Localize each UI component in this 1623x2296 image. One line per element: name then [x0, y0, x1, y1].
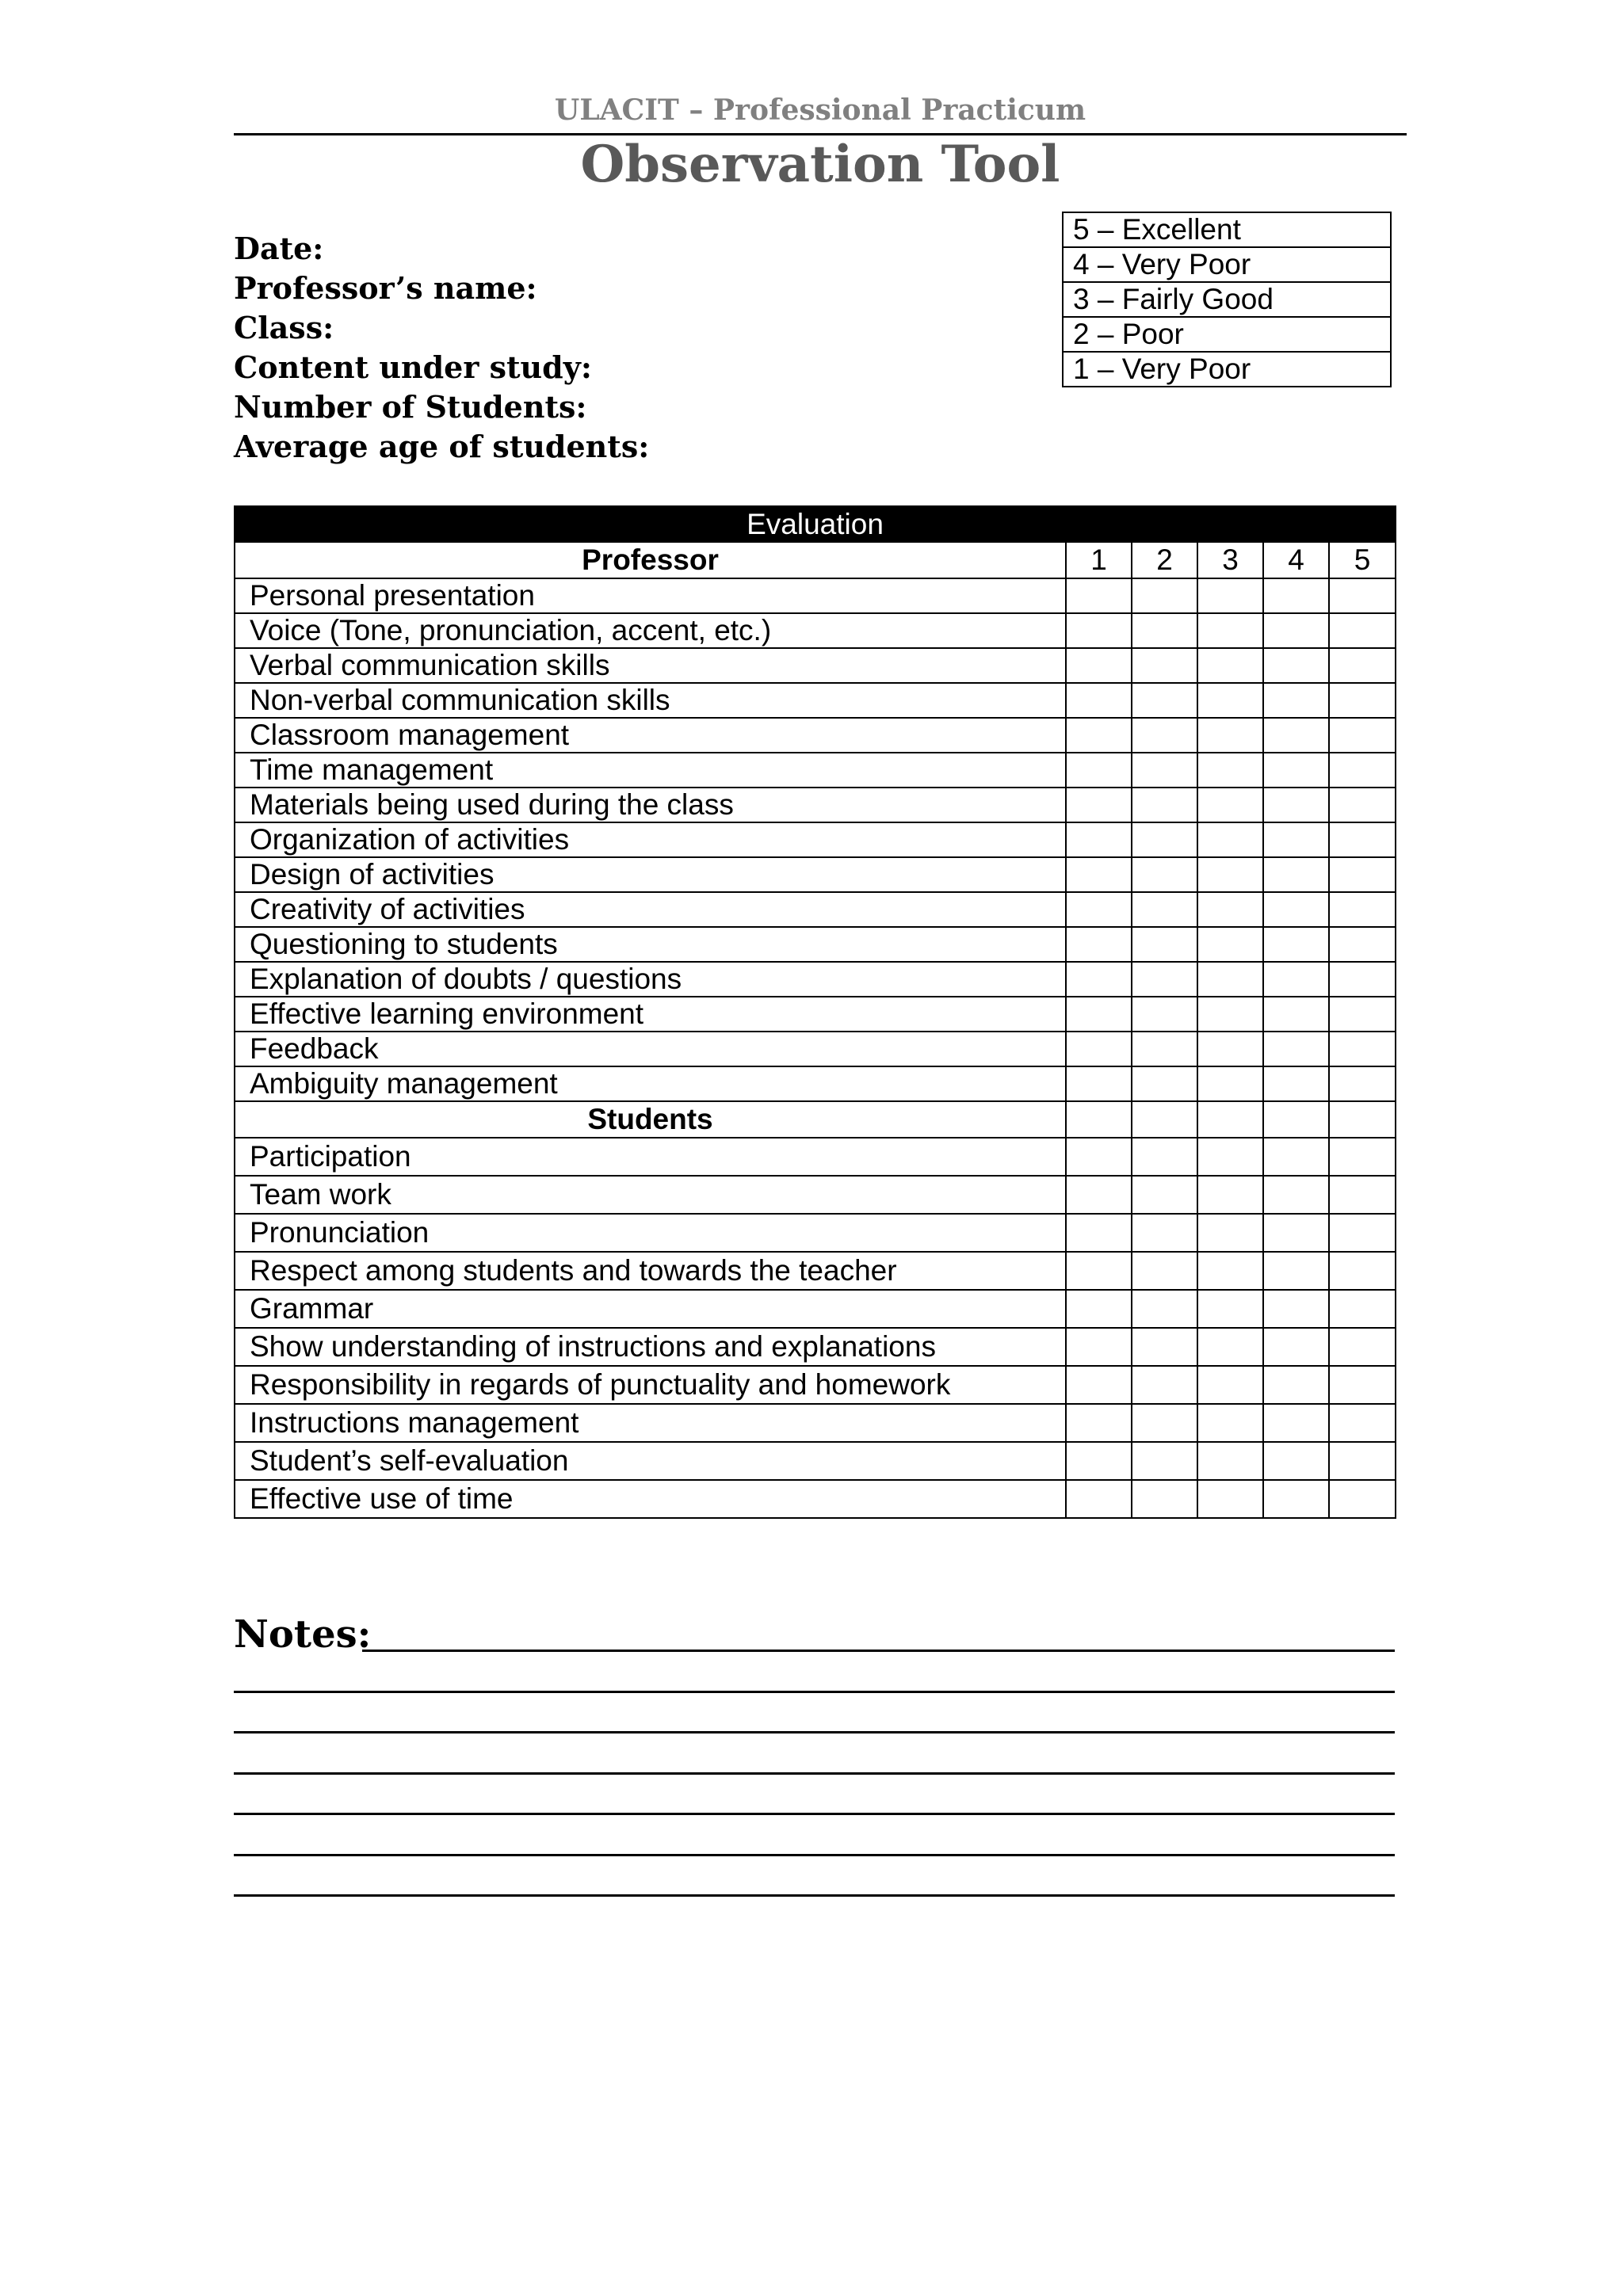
rating-cell-4[interactable]: [1263, 1480, 1329, 1518]
rating-cell-1[interactable]: [1066, 613, 1132, 648]
rating-cell-4[interactable]: [1263, 857, 1329, 892]
professor-section: [235, 542, 1396, 1101]
rating-cell-3[interactable]: [1197, 1032, 1263, 1066]
rating-cell-2[interactable]: [1132, 1032, 1197, 1066]
date-field[interactable]: Date:: [234, 231, 324, 266]
criterion-label: Non-verbal communication skills: [235, 683, 1066, 718]
rating-cell-2[interactable]: [1132, 648, 1197, 683]
rating-cell-1[interactable]: [1066, 788, 1132, 822]
rating-cell-3[interactable]: [1197, 1404, 1263, 1442]
rating-cell-5[interactable]: [1329, 1138, 1396, 1176]
rating-cell-3[interactable]: [1197, 1290, 1263, 1328]
professor-section-label: Professor: [235, 542, 1066, 578]
criterion-label: Student’s self-evaluation: [235, 1442, 1066, 1480]
students-section: [235, 1101, 1396, 1518]
rating-cell-3[interactable]: [1197, 1138, 1263, 1176]
rating-cell-2[interactable]: [1132, 718, 1197, 753]
rating-cell-3[interactable]: [1197, 1480, 1263, 1518]
rating-cell-4[interactable]: [1263, 1066, 1329, 1101]
table-row: [235, 1480, 1396, 1518]
table-row: [235, 578, 1396, 613]
rating-cell-5[interactable]: [1329, 997, 1396, 1032]
criterion-label: Participation: [235, 1138, 1066, 1176]
rating-cell-2[interactable]: [1132, 857, 1197, 892]
rating-cell-1[interactable]: [1066, 1138, 1132, 1176]
rating-cell-5[interactable]: [1329, 578, 1396, 613]
rating-cell-1[interactable]: [1066, 683, 1132, 718]
criterion-label: Feedback: [235, 1032, 1066, 1066]
legend-item: 4 – Very Poor: [1063, 247, 1391, 282]
rating-cell-5[interactable]: [1329, 962, 1396, 997]
rating-cell-1[interactable]: [1066, 822, 1132, 857]
rating-cell-2[interactable]: [1132, 1328, 1197, 1366]
rating-cell: [1197, 1101, 1263, 1138]
rating-cell-2[interactable]: [1132, 1066, 1197, 1101]
rating-cell-2[interactable]: [1132, 1404, 1197, 1442]
rating-cell-5[interactable]: [1329, 613, 1396, 648]
rating-cell-4[interactable]: [1263, 822, 1329, 857]
rating-cell-5[interactable]: [1329, 1032, 1396, 1066]
legend-item: 1 – Very Poor: [1063, 352, 1391, 387]
criterion-label: Effective learning environment: [235, 997, 1066, 1032]
rating-cell-1[interactable]: [1066, 1252, 1132, 1290]
rating-cell-2[interactable]: [1132, 1252, 1197, 1290]
criterion-label: Materials being used during the class: [235, 788, 1066, 822]
info-fields: [234, 229, 649, 467]
rating-cell-3[interactable]: [1197, 613, 1263, 648]
table-row: [235, 1290, 1396, 1328]
table-row: [235, 1032, 1396, 1066]
rating-legend: [1062, 212, 1392, 387]
evaluation-table: [234, 505, 1396, 1519]
criterion-label: Organization of activities: [235, 822, 1066, 857]
rating-cell-1[interactable]: [1066, 1032, 1132, 1066]
rating-cell-1[interactable]: [1066, 892, 1132, 927]
table-row: [235, 613, 1396, 648]
rating-cell-5[interactable]: [1329, 1404, 1396, 1442]
students-section-label: Students: [235, 1101, 1066, 1138]
evaluation-header: Evaluation: [235, 506, 1396, 542]
rating-cell-3[interactable]: [1197, 857, 1263, 892]
rating-cell-2[interactable]: [1132, 1214, 1197, 1252]
notes-line[interactable]: [234, 1772, 1395, 1775]
rating-cell-5[interactable]: [1329, 1442, 1396, 1480]
rating-cell-1[interactable]: [1066, 1214, 1132, 1252]
content-under-study-field[interactable]: Content under study:: [234, 349, 592, 385]
criterion-label: Grammar: [235, 1290, 1066, 1328]
rating-cell-4[interactable]: [1263, 753, 1329, 788]
criterion-label: Questioning to students: [235, 927, 1066, 962]
rating-cell-3[interactable]: [1197, 822, 1263, 857]
rating-cell-5[interactable]: [1329, 892, 1396, 927]
criterion-label: Verbal communication skills: [235, 648, 1066, 683]
rating-cell-5[interactable]: [1329, 648, 1396, 683]
rating-cell-2[interactable]: [1132, 962, 1197, 997]
scale-header-5: 5: [1329, 542, 1396, 578]
rating-cell-4[interactable]: [1263, 1404, 1329, 1442]
rating-cell-2[interactable]: [1132, 1366, 1197, 1404]
table-row: [235, 1138, 1396, 1176]
rating-cell-5[interactable]: [1329, 822, 1396, 857]
rating-cell-3[interactable]: [1197, 997, 1263, 1032]
rating-cell-2[interactable]: [1132, 613, 1197, 648]
rating-cell-2[interactable]: [1132, 1176, 1197, 1214]
notes-line[interactable]: [234, 1854, 1395, 1856]
rating-cell-1[interactable]: [1066, 1066, 1132, 1101]
rating-cell-5[interactable]: [1329, 1252, 1396, 1290]
legend-item: 3 – Fairly Good: [1063, 282, 1391, 317]
rating-cell-3[interactable]: [1197, 1366, 1263, 1404]
rating-cell-3[interactable]: [1197, 1252, 1263, 1290]
rating-cell-4[interactable]: [1263, 1032, 1329, 1066]
header-subtitle: ULACIT – Professional Practicum: [554, 93, 1086, 127]
rating-cell-4[interactable]: [1263, 613, 1329, 648]
rating-cell-1[interactable]: [1066, 997, 1132, 1032]
rating-cell-3[interactable]: [1197, 1066, 1263, 1101]
rating-cell-1[interactable]: [1066, 1366, 1132, 1404]
table-row: [235, 892, 1396, 927]
rating-cell-4[interactable]: [1263, 927, 1329, 962]
criterion-label: Creativity of activities: [235, 892, 1066, 927]
table-row: [235, 1176, 1396, 1214]
rating-cell-3[interactable]: [1197, 683, 1263, 718]
rating-cell-1[interactable]: [1066, 1404, 1132, 1442]
rating-cell-1[interactable]: [1066, 718, 1132, 753]
rating-cell-1[interactable]: [1066, 753, 1132, 788]
criterion-label: Voice (Tone, pronunciation, accent, etc.): [235, 613, 1066, 648]
rating-cell-2[interactable]: [1132, 753, 1197, 788]
rating-cell: [1132, 1101, 1197, 1138]
rating-cell-4[interactable]: [1263, 578, 1329, 613]
rating-cell-3[interactable]: [1197, 1328, 1263, 1366]
rating-cell-1[interactable]: [1066, 1290, 1132, 1328]
notes-label: Notes:: [234, 1612, 372, 1657]
rating-cell-3[interactable]: [1197, 648, 1263, 683]
rating-cell-5[interactable]: [1329, 753, 1396, 788]
rating-cell-2[interactable]: [1132, 892, 1197, 927]
scale-header-3: 3: [1197, 542, 1263, 578]
rating-cell-4[interactable]: [1263, 788, 1329, 822]
rating-cell-4[interactable]: [1263, 1442, 1329, 1480]
rating-cell-2[interactable]: [1132, 997, 1197, 1032]
table-row: [235, 997, 1396, 1032]
table-row: [235, 718, 1396, 753]
class-field[interactable]: Class:: [234, 310, 334, 345]
table-row: [235, 822, 1396, 857]
legend-item: 5 – Excellent: [1063, 212, 1391, 247]
rating-cell-2[interactable]: [1132, 1290, 1197, 1328]
table-row: [235, 683, 1396, 718]
rating-cell-5[interactable]: [1329, 1480, 1396, 1518]
number-of-students-field[interactable]: Number of Students:: [234, 389, 587, 425]
rating-cell-1[interactable]: [1066, 1176, 1132, 1214]
rating-cell-1[interactable]: [1066, 962, 1132, 997]
rating-cell-2[interactable]: [1132, 927, 1197, 962]
rating-cell-2[interactable]: [1132, 578, 1197, 613]
rating-cell-5[interactable]: [1329, 683, 1396, 718]
rating-cell-4[interactable]: [1263, 1366, 1329, 1404]
rating-cell: [1263, 1101, 1329, 1138]
notes-line[interactable]: [234, 1813, 1395, 1815]
table-row: [235, 962, 1396, 997]
table-row: [235, 1328, 1396, 1366]
page-title: Observation Tool: [580, 135, 1060, 194]
table-row: [235, 788, 1396, 822]
scale-header-4: 4: [1263, 542, 1329, 578]
rating-cell-4[interactable]: [1263, 962, 1329, 997]
rating-cell-1[interactable]: [1066, 1442, 1132, 1480]
criterion-label: Instructions management: [235, 1404, 1066, 1442]
table-row: [235, 1066, 1396, 1101]
rating-cell-4[interactable]: [1263, 683, 1329, 718]
criterion-label: Design of activities: [235, 857, 1066, 892]
rating-cell-5[interactable]: [1329, 788, 1396, 822]
professor-section-header: [235, 542, 1396, 578]
rating-cell-3[interactable]: [1197, 1214, 1263, 1252]
rating-cell-1[interactable]: [1066, 578, 1132, 613]
notes-line[interactable]: [234, 1691, 1395, 1693]
table-row: [235, 753, 1396, 788]
scale-header-2: 2: [1132, 542, 1197, 578]
rating-cell-4[interactable]: [1263, 1176, 1329, 1214]
rating-cell: [1066, 1101, 1132, 1138]
rating-cell-1[interactable]: [1066, 857, 1132, 892]
criterion-label: Team work: [235, 1176, 1066, 1214]
criterion-label: Show understanding of instructions and explanations: [235, 1328, 1066, 1366]
notes-line[interactable]: [362, 1650, 1395, 1652]
criterion-label: Personal presentation: [235, 578, 1066, 613]
rating-cell-2[interactable]: [1132, 1480, 1197, 1518]
rating-cell-5[interactable]: [1329, 1366, 1396, 1404]
criterion-label: Pronunciation: [235, 1214, 1066, 1252]
table-row: [235, 857, 1396, 892]
rating-cell-4[interactable]: [1263, 648, 1329, 683]
criterion-label: Classroom management: [235, 718, 1066, 753]
rating-cell-2[interactable]: [1132, 683, 1197, 718]
notes-line[interactable]: [234, 1731, 1395, 1733]
rating-cell-4[interactable]: [1263, 1328, 1329, 1366]
criterion-label: Effective use of time: [235, 1480, 1066, 1518]
rating-cell-3[interactable]: [1197, 962, 1263, 997]
rating-cell-1[interactable]: [1066, 1480, 1132, 1518]
criterion-label: Responsibility in regards of punctuality and homework: [235, 1366, 1066, 1404]
rating-cell-5[interactable]: [1329, 1176, 1396, 1214]
rating-cell-5[interactable]: [1329, 1290, 1396, 1328]
criterion-label: Ambiguity management: [235, 1066, 1066, 1101]
rating-cell-3[interactable]: [1197, 718, 1263, 753]
rating-cell-4[interactable]: [1263, 718, 1329, 753]
rating-cell-5[interactable]: [1329, 857, 1396, 892]
rating-cell-5[interactable]: [1329, 1328, 1396, 1366]
rating-cell-3[interactable]: [1197, 927, 1263, 962]
rating-cell-5[interactable]: [1329, 1214, 1396, 1252]
table-row: [235, 1366, 1396, 1404]
notes-line[interactable]: [234, 1894, 1395, 1897]
rating-cell-4[interactable]: [1263, 997, 1329, 1032]
criterion-label: Explanation of doubts / questions: [235, 962, 1066, 997]
rating-cell-3[interactable]: [1197, 892, 1263, 927]
rating-cell-5[interactable]: [1329, 718, 1396, 753]
table-row: [235, 1442, 1396, 1480]
average-age-field[interactable]: Average age of students:: [234, 429, 650, 464]
rating-cell-3[interactable]: [1197, 578, 1263, 613]
rating-cell-3[interactable]: [1197, 1176, 1263, 1214]
rating-cell-4[interactable]: [1263, 892, 1329, 927]
rating-cell-4[interactable]: [1263, 1138, 1329, 1176]
rating-cell-3[interactable]: [1197, 753, 1263, 788]
table-row: [235, 927, 1396, 962]
rating-cell-2[interactable]: [1132, 1138, 1197, 1176]
rating-cell-2[interactable]: [1132, 788, 1197, 822]
criterion-label: Time management: [235, 753, 1066, 788]
criterion-label: Respect among students and towards the teacher: [235, 1252, 1066, 1290]
rating-cell-4[interactable]: [1263, 1290, 1329, 1328]
rating-cell-2[interactable]: [1132, 822, 1197, 857]
rating-cell: [1329, 1101, 1396, 1138]
rating-cell-4[interactable]: [1263, 1252, 1329, 1290]
rating-cell-2[interactable]: [1132, 1442, 1197, 1480]
rating-cell-3[interactable]: [1197, 1442, 1263, 1480]
students-section-header: [235, 1101, 1396, 1138]
rating-cell-4[interactable]: [1263, 1214, 1329, 1252]
professor-name-field[interactable]: Professor’s name:: [234, 270, 537, 306]
table-row: [235, 648, 1396, 683]
legend-item: 2 – Poor: [1063, 317, 1391, 352]
rating-cell-5[interactable]: [1329, 927, 1396, 962]
rating-cell-1[interactable]: [1066, 927, 1132, 962]
scale-header-1: 1: [1066, 542, 1132, 578]
table-row: [235, 1214, 1396, 1252]
rating-cell-1[interactable]: [1066, 648, 1132, 683]
table-row: [235, 1252, 1396, 1290]
table-row: [235, 1404, 1396, 1442]
rating-cell-3[interactable]: [1197, 788, 1263, 822]
rating-cell-5[interactable]: [1329, 1066, 1396, 1101]
rating-cell-1[interactable]: [1066, 1328, 1132, 1366]
